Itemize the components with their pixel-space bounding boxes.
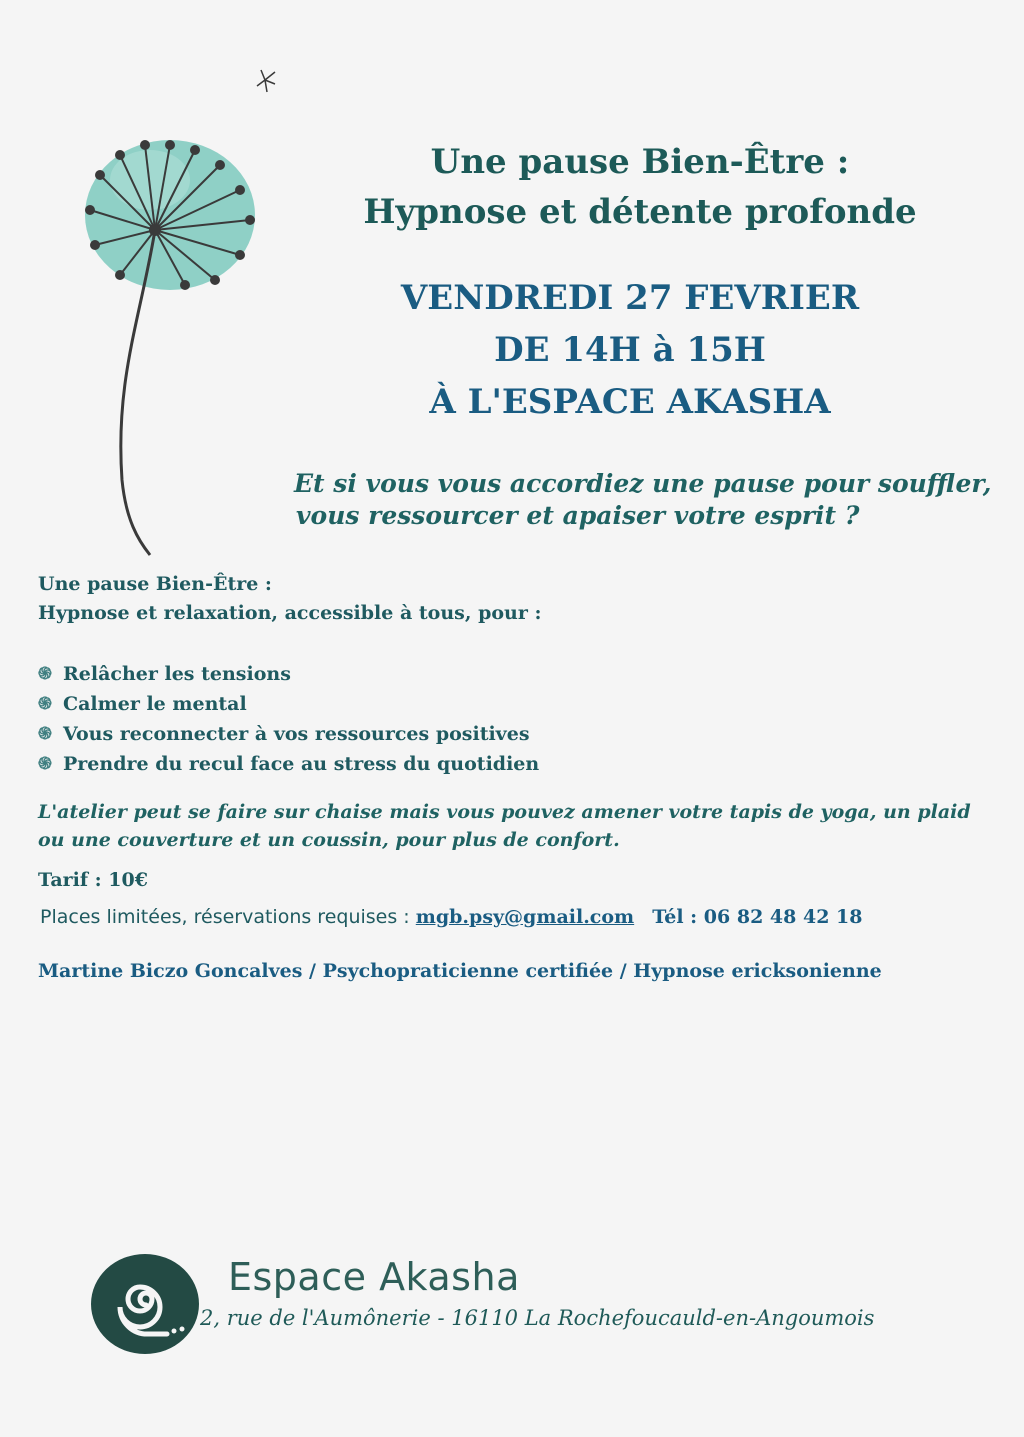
booking-info — [40, 906, 862, 928]
spiral-logo-icon — [91, 1254, 199, 1354]
event-place: À L'ESPACE AKASHA — [429, 382, 831, 422]
list-item: ֍ Relâcher les tensions — [38, 659, 738, 689]
spiral-bullet-icon: ֍ — [38, 663, 52, 684]
booking-label: Places limitées, réservations requises : — [40, 906, 410, 928]
title-line-2: Hypnose et détente profonde — [363, 192, 917, 232]
intro-line-1: Et si vous vous accordiez une pause pour souffler, — [294, 469, 992, 498]
page-title — [290, 137, 990, 237]
note-line-1: L'atelier peut se faire sur chaise mais vous pouvez amener votre tapis de yoga, un plaid — [38, 801, 971, 823]
event-details — [280, 272, 980, 428]
spiral-bullet-icon: ֍ — [38, 723, 52, 744]
dandelion-icon — [85, 70, 275, 555]
dandelion-illustration — [60, 60, 300, 560]
description-line-2: Hypnose et relaxation, accessible à tous, pour : — [38, 602, 542, 624]
spiral-bullet-icon: ֍ — [38, 693, 52, 714]
intro-line-2: vous ressourcer et apaiser votre esprit ? — [296, 501, 860, 530]
event-time: DE 14H à 15H — [494, 330, 766, 370]
event-date: VENDREDI 27 FEVRIER — [400, 278, 860, 318]
espace-akasha-logo — [90, 1253, 200, 1355]
description-line-1: Une pause Bien-Être : — [38, 573, 272, 595]
workshop-note — [38, 798, 998, 854]
address: 2, rue de l'Aumônerie - 16110 La Rochefoucauld-en-Angoumois — [200, 1306, 875, 1330]
benefits-list — [38, 659, 738, 779]
note-line-2: ou une couverture et un coussin, pour plus de confort. — [38, 829, 620, 851]
list-item: ֍ Calmer le mental — [38, 689, 738, 719]
list-item: ֍ Vous reconnecter à vos ressources positives — [38, 719, 738, 749]
intro-question — [294, 468, 1014, 532]
logo-name: Espace Akasha — [228, 1255, 520, 1299]
signature: Martine Biczo Goncalves / Psychopraticienne certifiée / Hypnose ericksonienne — [38, 960, 882, 982]
list-item: ֍ Prendre du recul face au stress du quotidien — [38, 749, 738, 779]
email-link[interactable]: mgb.psy@gmail.com — [415, 906, 635, 928]
price: Tarif : 10€ — [38, 869, 148, 891]
spiral-bullet-icon: ֍ — [38, 753, 52, 774]
title-line-1: Une pause Bien-Être : — [430, 142, 850, 182]
description — [38, 570, 738, 628]
phone-number: Tél : 06 82 48 42 18 — [652, 906, 863, 928]
